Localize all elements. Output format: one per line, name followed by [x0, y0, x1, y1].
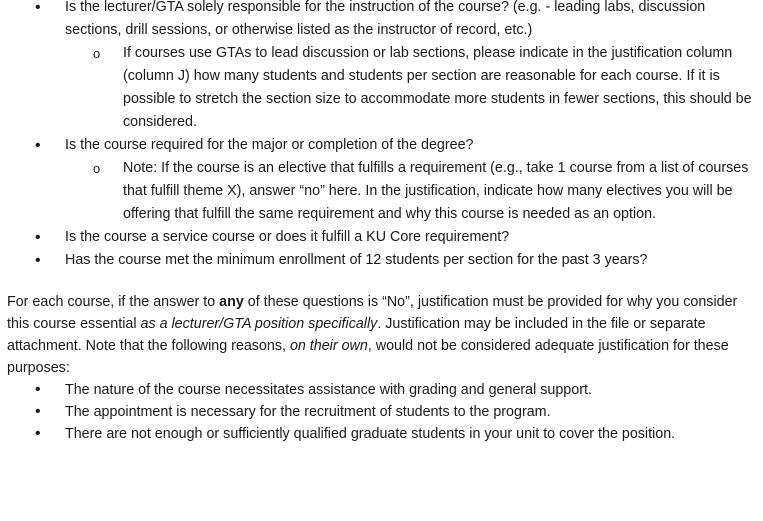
question-text: Has the course met the minimum enrollment of 12 students per section for the past 3 years?	[65, 252, 648, 268]
paragraph-text: For each course, if the answer to	[7, 294, 220, 310]
question-text: Is the course required for the major or completion of the degree?	[65, 137, 474, 153]
sub-bullet-icon: o	[93, 161, 101, 176]
bullet-icon: •	[35, 0, 41, 16]
justification-paragraph	[0, 291, 757, 379]
list-item	[0, 249, 755, 272]
bullet-icon: •	[35, 137, 41, 154]
reason-text: There are not enough or sufficiently qualified graduate students in your unit to cover the position.	[65, 426, 676, 442]
paragraph-text: , would not be considered adequate justification for these purposes:	[7, 338, 729, 376]
question-text: Is the course a service course or does it fulfill a KU Core requirement?	[65, 229, 510, 245]
sub-list-item	[0, 157, 753, 226]
paragraph-text: of these questions is “No”, justification must be provided for why you consider this course essential	[7, 294, 738, 332]
bullet-icon: •	[35, 229, 41, 246]
sub-item-text: Note: If the course is an elective that fulfills a requirement (e.g., take 1 course from a list of courses that fulfill theme X), answer “no” here. In the justification, indicate how many electives you will be offering that fulfill the same requirement and why this course is needed as an option.	[123, 160, 749, 222]
emphasis-italic: as a lecturer/GTA position specifically	[140, 316, 378, 332]
paragraph-text: . Justification may be included in the file or separate attachment. Note that the following reasons,	[7, 316, 706, 354]
sub-list-item	[0, 42, 753, 134]
emphasis-bold: any	[219, 294, 244, 310]
list-item	[0, 134, 755, 157]
reason-text: The appointment is necessary for the recruitment of students to the program.	[65, 404, 551, 420]
sub-item-text: If courses use GTAs to lead discussion or lab sections, please indicate in the justification column (column J) how many students and students per section are reasonable for each course. If it is possible to stretch the section size to accommodate more students in fewer sections, this should be considered.	[123, 45, 752, 130]
bullet-icon: •	[35, 381, 41, 398]
bullet-icon: •	[35, 403, 41, 420]
list-item	[0, 379, 755, 401]
list-item	[0, 0, 755, 42]
question-text: Is the lecturer/GTA solely responsible for the instruction of the course? (e.g. - leading labs, discussion sections, drill sessions, or otherwise listed as the instructor of record, etc.)	[65, 0, 706, 38]
sub-bullet-icon: o	[93, 46, 101, 61]
list-item	[0, 226, 755, 249]
list-item	[0, 401, 755, 423]
reason-text: The nature of the course necessitates assistance with grading and general support.	[65, 382, 592, 398]
list-item	[0, 423, 755, 445]
emphasis-italic: on their own	[289, 338, 368, 354]
bullet-icon: •	[35, 425, 41, 442]
bullet-icon: •	[35, 252, 41, 269]
